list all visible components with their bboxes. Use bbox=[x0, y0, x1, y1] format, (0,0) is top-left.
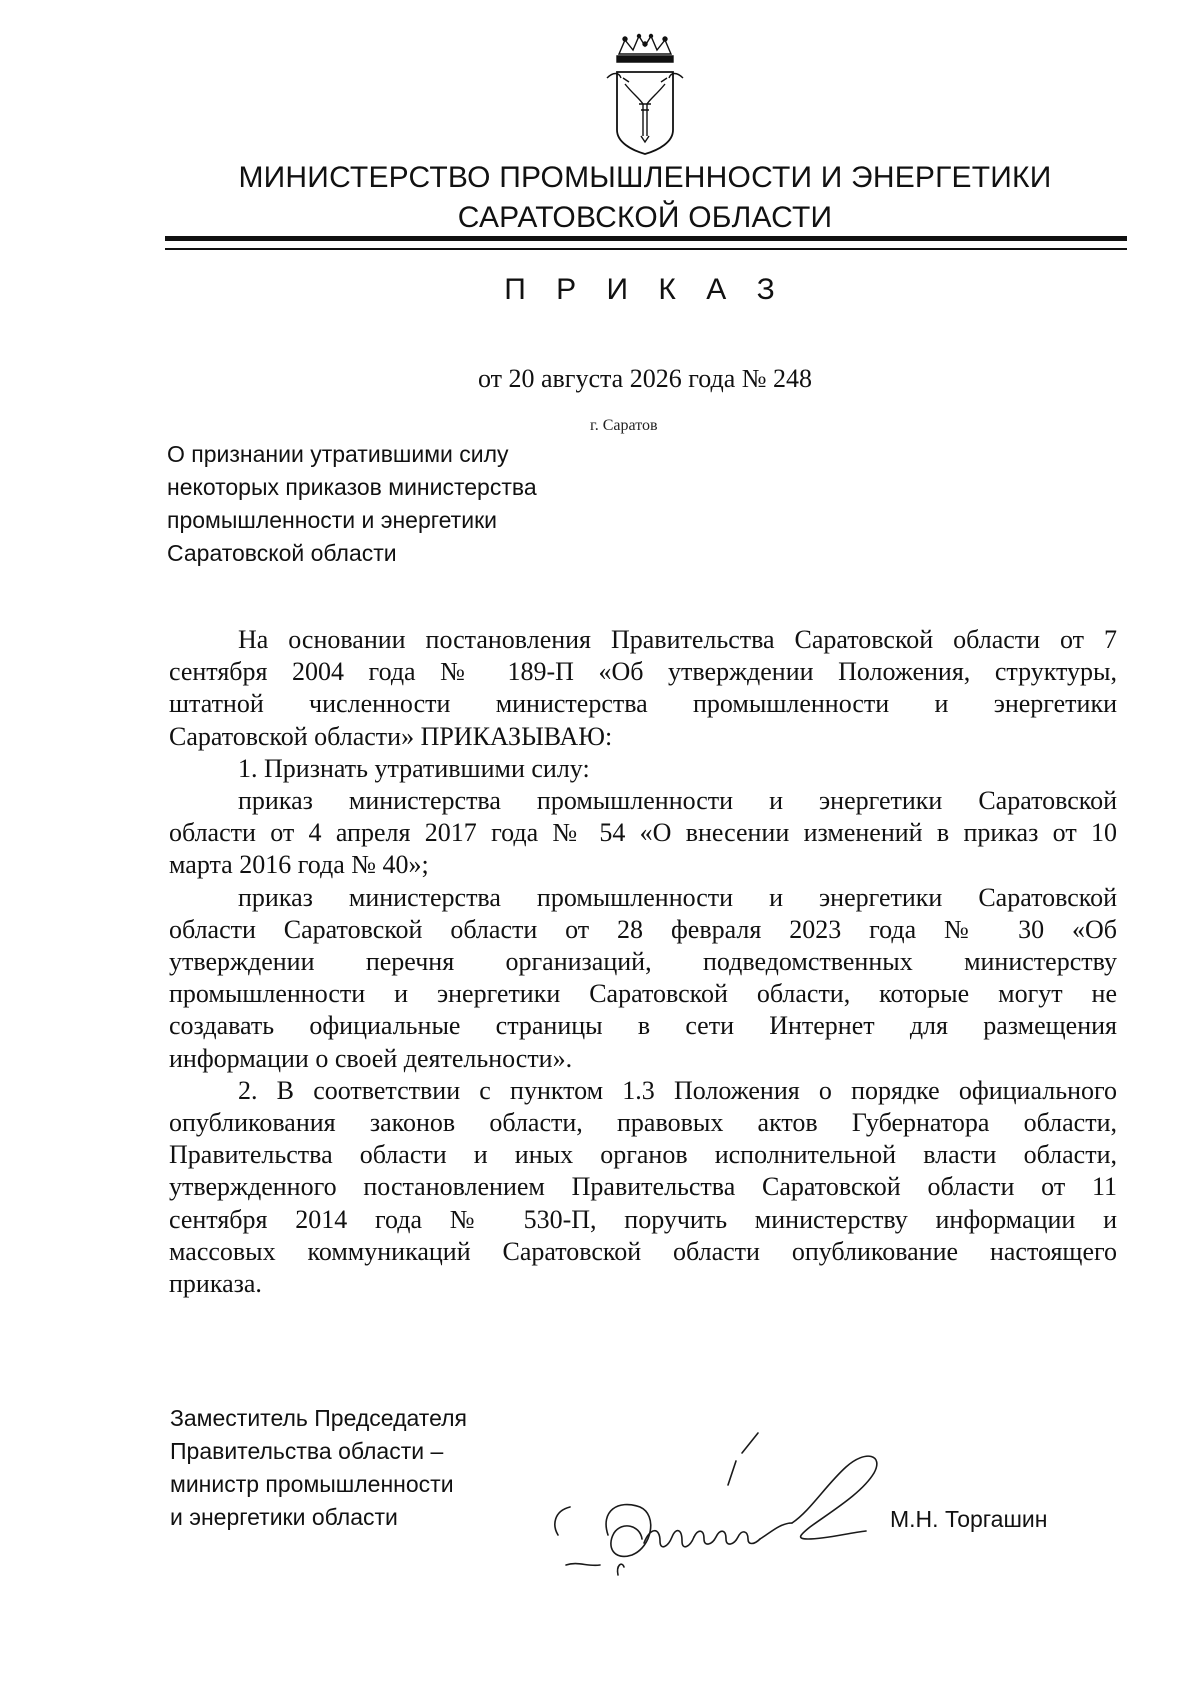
order-date-number: от 20 августа 2026 года № 248 bbox=[477, 364, 813, 393]
order-subject bbox=[167, 438, 607, 570]
subject-line: Саратовской области bbox=[167, 540, 397, 566]
coat-of-arms-icon bbox=[603, 32, 687, 156]
ministry-header bbox=[160, 158, 1130, 238]
subject-line: некоторых приказов министерства bbox=[167, 474, 537, 500]
signer-name: М.Н. Торгашин bbox=[890, 1506, 1048, 1532]
signer-position-line: министр промышленности bbox=[170, 1471, 454, 1497]
body-line: области от 4 апреля 2017 года № 54 «О внесении изменений в приказ от 10 bbox=[169, 818, 1117, 848]
body-line: 1. Признать утратившими силу: bbox=[238, 753, 590, 783]
body-line: информации о своей деятельности». bbox=[169, 1043, 573, 1073]
body-line: создавать официальные страницы в сети Интернет для размещения bbox=[169, 1011, 1117, 1041]
signer-position bbox=[170, 1402, 467, 1534]
header-divider-thin bbox=[165, 248, 1127, 250]
subject-line: промышленности и энергетики bbox=[167, 507, 497, 533]
subject-line: О признании утратившими силу bbox=[167, 441, 509, 467]
body-line: приказ министерства промышленности и энергетики Саратовской bbox=[238, 786, 1117, 816]
body-line: массовых коммуникаций Саратовской области опубликование настоящего bbox=[169, 1236, 1117, 1266]
ministry-name-line1: МИНИСТЕРСТВО ПРОМЫШЛЕННОСТИ И ЭНЕРГЕТИКИ bbox=[238, 161, 1052, 194]
body-line: приказ министерства промышленности и энергетики Саратовской bbox=[238, 882, 1117, 912]
body-line: Саратовской области» ПРИКАЗЫВАЮ: bbox=[169, 721, 613, 751]
body-line: промышленности и энергетики Саратовской области, которые могут не bbox=[169, 979, 1117, 1009]
header-divider-thick bbox=[165, 236, 1127, 241]
signer-position-line: Правительства области – bbox=[170, 1438, 444, 1464]
body-line: приказа. bbox=[169, 1269, 262, 1299]
body-line: На основании постановления Правительства Саратовской области от 7 bbox=[238, 625, 1117, 654]
body-line: марта 2016 года № 40»; bbox=[169, 850, 429, 880]
body-line: сентября 2014 года № 530-П, поручить министерству информации и bbox=[169, 1204, 1117, 1234]
signer-position-line: Заместитель Председателя bbox=[170, 1405, 467, 1431]
body-line: сентября 2004 года № 189-П «Об утверждении Положения, структуры, bbox=[169, 657, 1117, 687]
body-line: утвержденного постановлением Правительства Саратовской области от 11 bbox=[169, 1172, 1117, 1202]
handwritten-signature bbox=[548, 1415, 893, 1585]
body-line: опубликования законов области, правовых актов Губернатора области, bbox=[169, 1108, 1117, 1138]
signer-position-line: и энергетики области bbox=[170, 1504, 398, 1530]
body-line: утверждении перечня организаций, подведомственных министерству bbox=[169, 947, 1117, 977]
body-line: области Саратовской области от 28 февраля 2023 года № 30 «Об bbox=[169, 914, 1117, 944]
body-line: Правительства области и иных органов исполнительной власти области, bbox=[169, 1140, 1117, 1170]
body-line: 2. В соответствии с пунктом 1.3 Положения о порядке официального bbox=[238, 1075, 1117, 1105]
place-of-issue: г. Саратов bbox=[590, 417, 658, 434]
ministry-name-line2: САРАТОВСКОЙ ОБЛАСТИ bbox=[457, 201, 833, 234]
order-body bbox=[169, 624, 1117, 1300]
document-type-title: П Р И К А З bbox=[504, 273, 786, 306]
body-line: штатной численности министерства промышленности и энергетики bbox=[169, 689, 1117, 719]
